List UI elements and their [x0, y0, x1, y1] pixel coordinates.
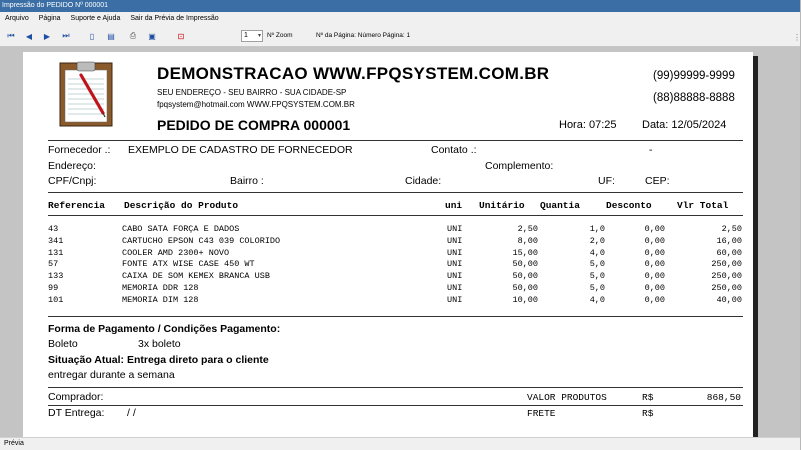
supplier-label: Fornecedor .:: [48, 144, 111, 156]
next-page-icon[interactable]: ▶: [43, 31, 51, 41]
cell-desc: CARTUCHO EPSON C43 039 COLORIDO: [122, 235, 281, 246]
bairro-label: Bairro :: [230, 175, 264, 187]
cell-disc: 0,00: [644, 294, 665, 305]
cell-uni: UNI: [447, 235, 463, 246]
phone-secondary: (88)88888-8888: [653, 92, 735, 104]
contact-label: Contato .:: [431, 144, 477, 156]
close-preview-icon[interactable]: ⊡: [177, 31, 185, 41]
products-value-label: VALOR PRODUTOS: [527, 392, 607, 403]
report-time: Hora: 07:25: [559, 119, 617, 131]
products-total: 868,50: [706, 392, 741, 403]
cell-disc: 0,00: [644, 283, 665, 293]
payment-heading: Forma de Pagamento / Condições Pagamento:: [48, 323, 281, 335]
phone-primary: (99)99999-9999: [653, 70, 735, 82]
cell-desc: MEMORIA DIM 128: [122, 294, 199, 305]
print-icon[interactable]: ⎙: [129, 31, 137, 40]
col-quantia: Quantia: [540, 200, 580, 211]
col-unitario: Unitário: [479, 200, 525, 211]
company-contact: fpqsystem@hotmail.com WWW.FPQSYSTEM.COM.BR: [157, 100, 355, 109]
cell-qty: 1,0: [589, 224, 605, 234]
menu-bar: [0, 12, 800, 25]
payment-method: Boleto: [48, 338, 78, 350]
cell-ref: 133: [48, 271, 64, 282]
chevron-down-icon: ▾: [257, 33, 261, 39]
divider: [48, 405, 743, 406]
situation-status: Situação Atual: Entrega direto para o cliente: [48, 354, 269, 366]
col-desconto: Desconto: [606, 200, 652, 211]
divider: [48, 387, 743, 388]
preview-workspace[interactable]: [0, 47, 800, 437]
menu-arquivo[interactable]: Arquivo: [5, 15, 29, 22]
cell-unit: 50,00: [512, 259, 538, 270]
payment-terms: 3x boleto: [138, 338, 181, 350]
cell-qty: 2,0: [589, 235, 605, 246]
cell-disc: 0,00: [644, 224, 665, 234]
first-page-icon[interactable]: ⏮: [7, 31, 15, 40]
page-number-label: Nº da Página: Número Página: 1: [316, 32, 411, 39]
zoom-label: Nº Zoom: [267, 32, 293, 39]
cell-disc: 0,00: [644, 235, 665, 246]
menu-sair-previa[interactable]: Sair da Prévia de Impressão: [130, 15, 219, 22]
cell-disc: 0,00: [644, 259, 665, 270]
cell-unit: 8,00: [517, 235, 538, 246]
cell-desc: FONTE ATX WISE CASE 450 WT: [122, 259, 255, 270]
company-address: SEU ENDEREÇO - SEU BAIRRO - SUA CIDADE-SP: [157, 88, 347, 97]
cell-uni: UNI: [447, 283, 463, 293]
cell-desc: CAIXA DE SOM KEMEX BRANCA USB: [122, 271, 270, 282]
cpf-label: CPF/Cnpj:: [48, 175, 97, 187]
contact-value: -: [649, 144, 653, 156]
menu-suporte-ajuda[interactable]: Suporte e Ajuda: [70, 15, 121, 22]
cell-uni: UNI: [447, 224, 463, 234]
cell-total: 16,00: [716, 235, 742, 246]
divider: [48, 316, 743, 317]
cell-total: 40,00: [716, 294, 742, 305]
cell-qty: 4,0: [589, 247, 605, 258]
cell-desc: COOLER AMD 2300+ NOVO: [122, 247, 230, 258]
complement-label: Complemento:: [485, 160, 554, 172]
report-date: Data: 12/05/2024: [642, 119, 727, 131]
cell-ref: 131: [48, 247, 64, 258]
toolbar-grip-icon: ⋮: [793, 33, 801, 42]
cell-qty: 4,0: [589, 294, 605, 305]
supplier-value: EXEMPLO DE CADASTRO DE FORNECEDOR: [128, 144, 353, 156]
cell-disc: 0,00: [644, 247, 665, 258]
address-label: Endereço:: [48, 160, 96, 172]
delivery-label: DT Entrega:: [48, 407, 105, 419]
export-icon[interactable]: ▣: [148, 31, 156, 41]
cell-total: 250,00: [711, 259, 742, 270]
cell-desc: MEMORIA DDR 128: [122, 283, 199, 293]
report-title: PEDIDO DE COMPRA 000001: [157, 117, 351, 133]
freight-label: FRETE: [527, 408, 556, 419]
cell-total: 60,00: [716, 247, 742, 258]
cell-unit: 15,00: [512, 247, 538, 258]
cell-uni: UNI: [447, 271, 463, 282]
page-select-value: 1: [244, 32, 248, 39]
cell-ref: 43: [48, 224, 59, 234]
cell-qty: 5,0: [589, 259, 605, 270]
window-title-bar: Impressão do PEDIDO Nº 000001: [0, 0, 800, 12]
last-page-icon[interactable]: ⏭: [62, 31, 70, 40]
toolbar: [0, 25, 800, 47]
cell-unit: 10,00: [512, 294, 538, 305]
situation-note: entregar durante a semana: [48, 369, 175, 381]
divider: [48, 215, 743, 216]
cell-qty: 5,0: [589, 271, 605, 282]
cidade-label: Cidade:: [405, 175, 442, 187]
cell-unit: 2,50: [517, 224, 538, 234]
cell-ref: 57: [48, 259, 59, 270]
col-uni: uni: [445, 200, 463, 211]
cell-ref: 99: [48, 283, 59, 293]
freight-currency: R$: [642, 408, 654, 419]
cell-uni: UNI: [447, 294, 463, 305]
document-icon[interactable]: ▤: [107, 31, 115, 41]
cell-unit: 50,00: [512, 283, 538, 293]
clipboard-logo-icon: [59, 61, 113, 127]
company-name: DEMONSTRACAO WWW.FPQSYSTEM.COM.BR: [157, 64, 550, 83]
cell-total: 250,00: [711, 283, 742, 293]
page-select[interactable]: [241, 30, 263, 42]
menu-pagina[interactable]: Página: [38, 15, 61, 22]
cell-disc: 0,00: [644, 271, 665, 282]
cell-total: 2,50: [721, 224, 742, 234]
cell-ref: 101: [48, 294, 64, 305]
cell-ref: 341: [48, 235, 64, 246]
delivery-value: / /: [127, 407, 136, 419]
cell-desc: CABO SATA FORÇA E DADOS: [122, 224, 240, 234]
single-page-icon[interactable]: ▯: [89, 31, 95, 41]
products-currency: R$: [642, 392, 654, 403]
divider: [48, 192, 743, 193]
cep-label: CEP:: [645, 175, 670, 187]
divider: [48, 140, 743, 141]
report-page: [23, 52, 753, 442]
cell-uni: UNI: [447, 247, 463, 258]
col-referencia: Referencia: [48, 200, 106, 211]
uf-label: UF:: [598, 175, 615, 187]
previous-page-icon[interactable]: ◀: [25, 31, 33, 41]
cell-unit: 50,00: [512, 271, 538, 282]
status-bar: Prévia: [0, 437, 800, 450]
buyer-label: Comprador:: [48, 391, 104, 403]
col-descricao: Descrição do Produto: [124, 200, 239, 211]
cell-uni: UNI: [447, 259, 463, 270]
cell-total: 250,00: [711, 271, 742, 282]
cell-qty: 5,0: [589, 283, 605, 293]
col-vlr-total: Vlr Total: [677, 200, 729, 211]
